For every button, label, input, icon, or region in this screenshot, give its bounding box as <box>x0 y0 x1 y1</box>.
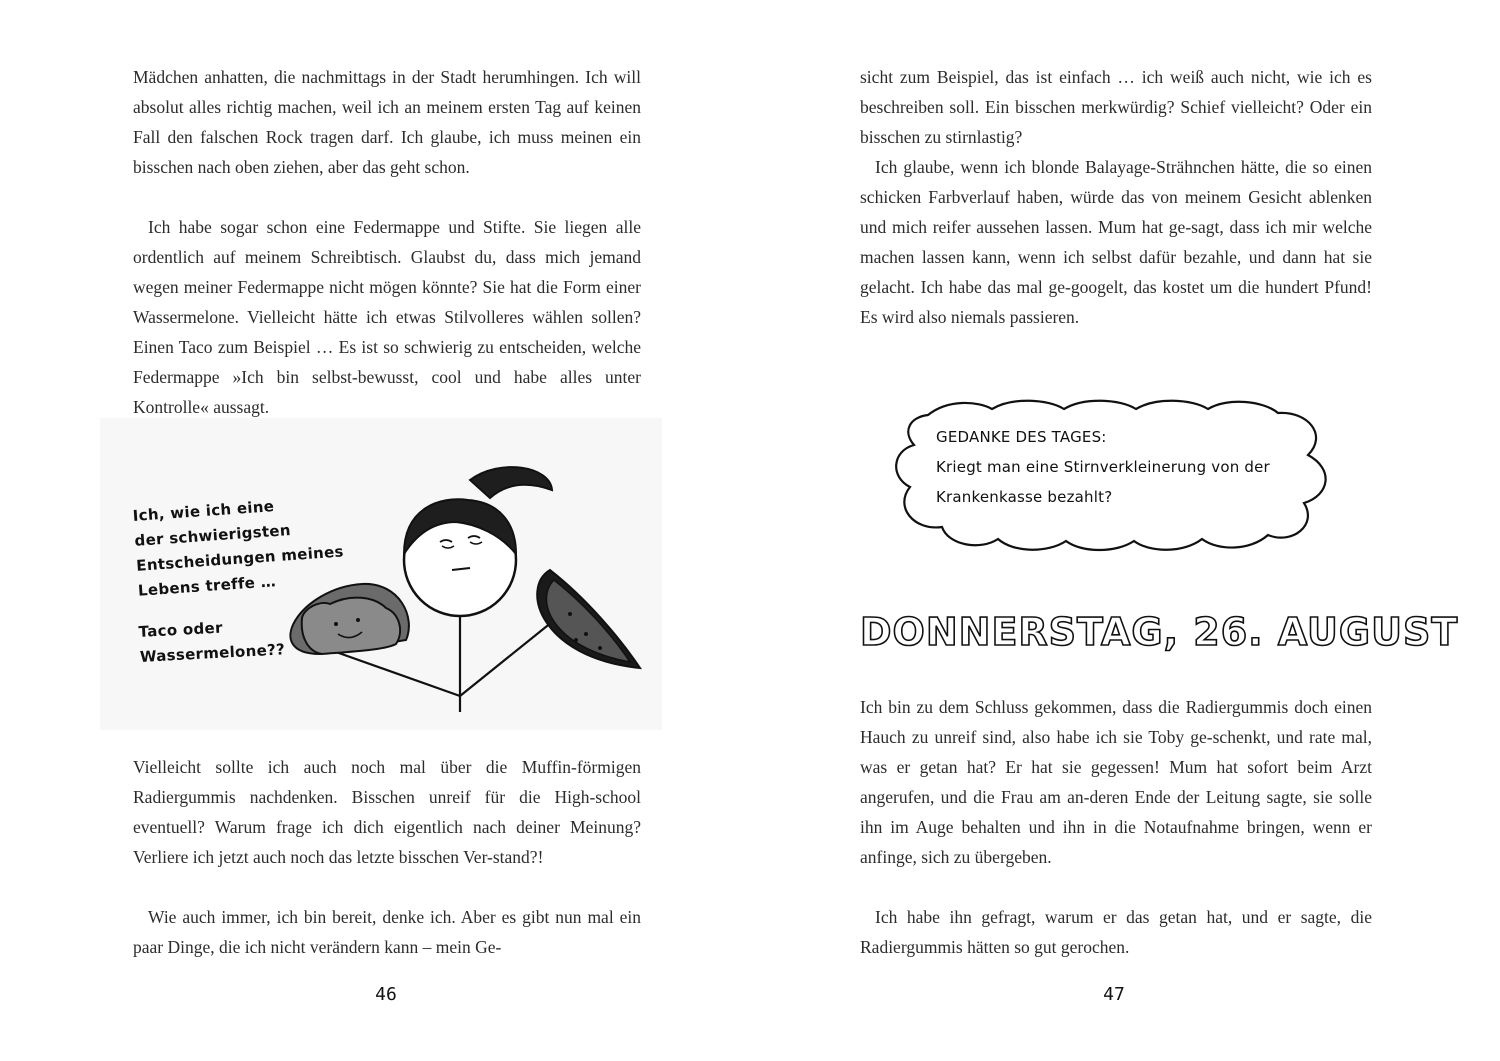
paragraph: Vielleicht sollte ich auch noch mal über die Muffin-förmigen Radiergummis nachdenken. Bisschen unreif für die High-school eventuell? Warum frage ich dich eigentlich nach deiner Meinung? Verliere ich jetzt auch noch das letzte bisschen Ver-stand?! <box>133 757 641 867</box>
paragraph: Wie auch immer, ich bin bereit, denke ich. Aber es gibt nun mal ein paar Dinge, die ich nicht verändern kann – mein Ge- <box>133 907 641 957</box>
caption-line: Ich, wie ich eine <box>132 497 275 525</box>
taco-icon <box>290 584 409 654</box>
watermelon-icon <box>537 570 640 668</box>
cloud-line: Kriegt man eine Stirnverkleinerung von der <box>936 458 1270 476</box>
cloud-text <box>936 422 1316 512</box>
paragraph: sicht zum Beispiel, das ist einfach … ich weiß auch nicht, wie ich es beschreiben soll. Ein bisschen merkwürdig? Schief vielleicht? Oder ein bisschen zu stirnlastig? <box>860 67 1372 147</box>
paragraph: Ich habe ihn gefragt, warum er das getan hat, und er sagte, die Radiergummis hätten so gut gerochen. <box>860 907 1372 957</box>
paragraph: Ich habe sogar schon eine Federmappe und Stifte. Sie liegen alle ordentlich auf meinem Schreibtisch. Glaubst du, dass mich jemand wegen meiner Federmappe nicht mögen könnte? Sie hat die Form einer Wassermelone. Vielleicht hätte ich etwas Stilvolleres wählen sollen? Einen Taco zum Beispiel … Es ist so schwierig zu entscheiden, welche Federmappe »Ich bin selbst-bewusst, cool und habe alles unter Kontrolle« aussagt. <box>133 217 641 417</box>
page-number: 47 <box>1103 984 1125 1005</box>
question-line: Taco oder <box>138 618 224 641</box>
paragraph: Ich bin zu dem Schluss gekommen, dass die Radiergummis doch einen Hauch zu unreif sind, also habe ich sie Toby ge-schenkt, und rate mal, was er getan hat? Er hat sie gegessen! Mum hat sofort beim Arzt angerufen, und die Frau am an-deren Ende der Leitung sagte, sie solle ihn im Auge behalten und ihn in die Notaufnahme bringen, wenn er anfinge, sich zu übergeben. <box>860 697 1372 867</box>
cloud-title: GEDANKE DES TAGES: <box>936 428 1107 446</box>
ponytail-icon <box>470 467 552 498</box>
date-heading: DONNERSTAG, 26. AUGUST <box>860 610 1459 654</box>
cloud-line: Krankenkasse bezahlt? <box>936 488 1113 506</box>
girl-drawing <box>100 418 662 730</box>
illustration <box>100 418 662 730</box>
question-line: Wassermelone?? <box>139 640 286 666</box>
caption-line: Lebens treffe … <box>137 572 277 600</box>
page-number: 46 <box>375 984 397 1005</box>
paragraph: Mädchen anhatten, die nachmittags in der Stadt herumhingen. Ich will absolut alles richtig machen, weil ich an meinem ersten Tag auf keinen Fall den falschen Rock tragen darf. Ich glaube, ich muss meinen ein bisschen nach oben ziehen, aber das geht schon. <box>133 67 641 177</box>
caption-line: der schwierigsten <box>133 521 292 550</box>
caption-line: Entscheidungen meines <box>135 542 345 575</box>
thought-cloud <box>888 395 1336 553</box>
paragraph: Ich glaube, wenn ich blonde Balayage-Strähnchen hätte, die so einen schicken Farbverlauf haben, würde das von meinem Gesicht ablenken und mich reifer aussehen lassen. Mum hat ge-sagt, dass ich mir welche machen lassen kann, wenn ich selbst dafür bezahle, und dann hat sie gelacht. Ich habe das mal ge-googelt, das kostet um die hundert Pfund! Es wird also niemals passieren. <box>860 157 1372 327</box>
